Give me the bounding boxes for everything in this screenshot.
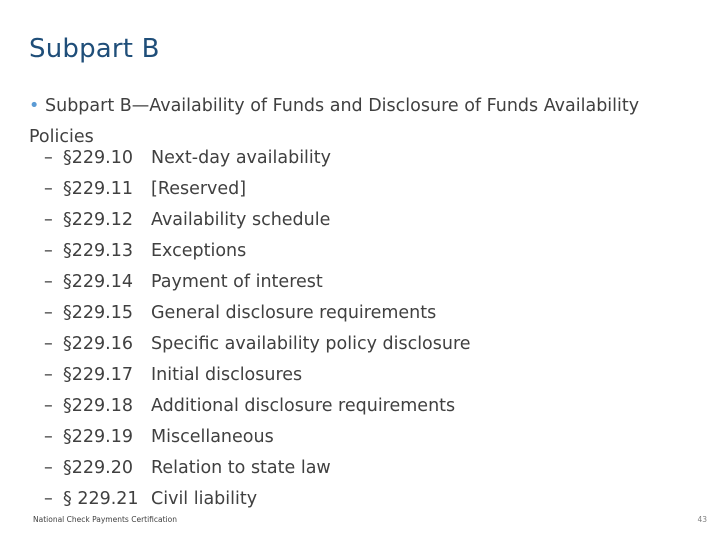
section-item	[44, 422, 471, 453]
section-item	[44, 360, 471, 391]
section-title: [Reserved]	[151, 179, 247, 199]
section-number: §229.20	[63, 458, 133, 478]
dash-marker: –	[44, 272, 53, 292]
section-title: Relation to state law	[151, 458, 331, 478]
section-item	[44, 143, 471, 174]
section-list	[44, 143, 471, 515]
dash-marker: –	[44, 303, 53, 323]
section-item	[44, 329, 471, 360]
dash-marker: –	[44, 489, 53, 509]
page-number: 43	[697, 515, 707, 524]
section-title: Additional disclosure requirements	[151, 396, 456, 416]
section-title: Civil liability	[151, 489, 258, 509]
section-number: §229.16	[63, 334, 133, 354]
section-number: §229.18	[63, 396, 133, 416]
section-number: §229.13	[63, 241, 133, 261]
section-item	[44, 484, 471, 515]
section-item	[44, 298, 471, 329]
dash-marker: –	[44, 396, 53, 416]
section-number: §229.17	[63, 365, 133, 385]
section-item	[44, 391, 471, 422]
section-number: §229.10	[63, 148, 133, 168]
section-title: Exceptions	[151, 241, 247, 261]
section-number: §229.11	[63, 179, 133, 199]
bullet-marker: •	[29, 96, 40, 116]
section-item	[44, 174, 471, 205]
section-number: §229.19	[63, 427, 133, 447]
slide-title: Subpart B	[29, 34, 160, 64]
dash-marker: –	[44, 179, 53, 199]
section-item	[44, 205, 471, 236]
section-title: Payment of interest	[151, 272, 323, 292]
section-number: §229.15	[63, 303, 133, 323]
dash-marker: –	[44, 365, 53, 385]
section-title: Availability schedule	[151, 210, 331, 230]
section-number: §229.12	[63, 210, 133, 230]
dash-marker: –	[44, 427, 53, 447]
section-title: General disclosure requirements	[151, 303, 437, 323]
section-item	[44, 236, 471, 267]
section-item	[44, 453, 471, 484]
dash-marker: –	[44, 334, 53, 354]
section-title: Miscellaneous	[151, 427, 274, 447]
section-title: Specific availability policy disclosure	[151, 334, 471, 354]
dash-marker: –	[44, 148, 53, 168]
section-number: § 229.21	[63, 489, 139, 509]
main-bullet-text: Subpart B—Availability of Funds and Disclosure of Funds Availability Policies	[29, 96, 640, 147]
section-number: §229.14	[63, 272, 133, 292]
section-title: Next-day availability	[151, 148, 331, 168]
section-title: Initial disclosures	[151, 365, 303, 385]
dash-marker: –	[44, 241, 53, 261]
dash-marker: –	[44, 458, 53, 478]
footer-text: National Check Payments Certification	[33, 515, 177, 524]
dash-marker: –	[44, 210, 53, 230]
section-item	[44, 267, 471, 298]
